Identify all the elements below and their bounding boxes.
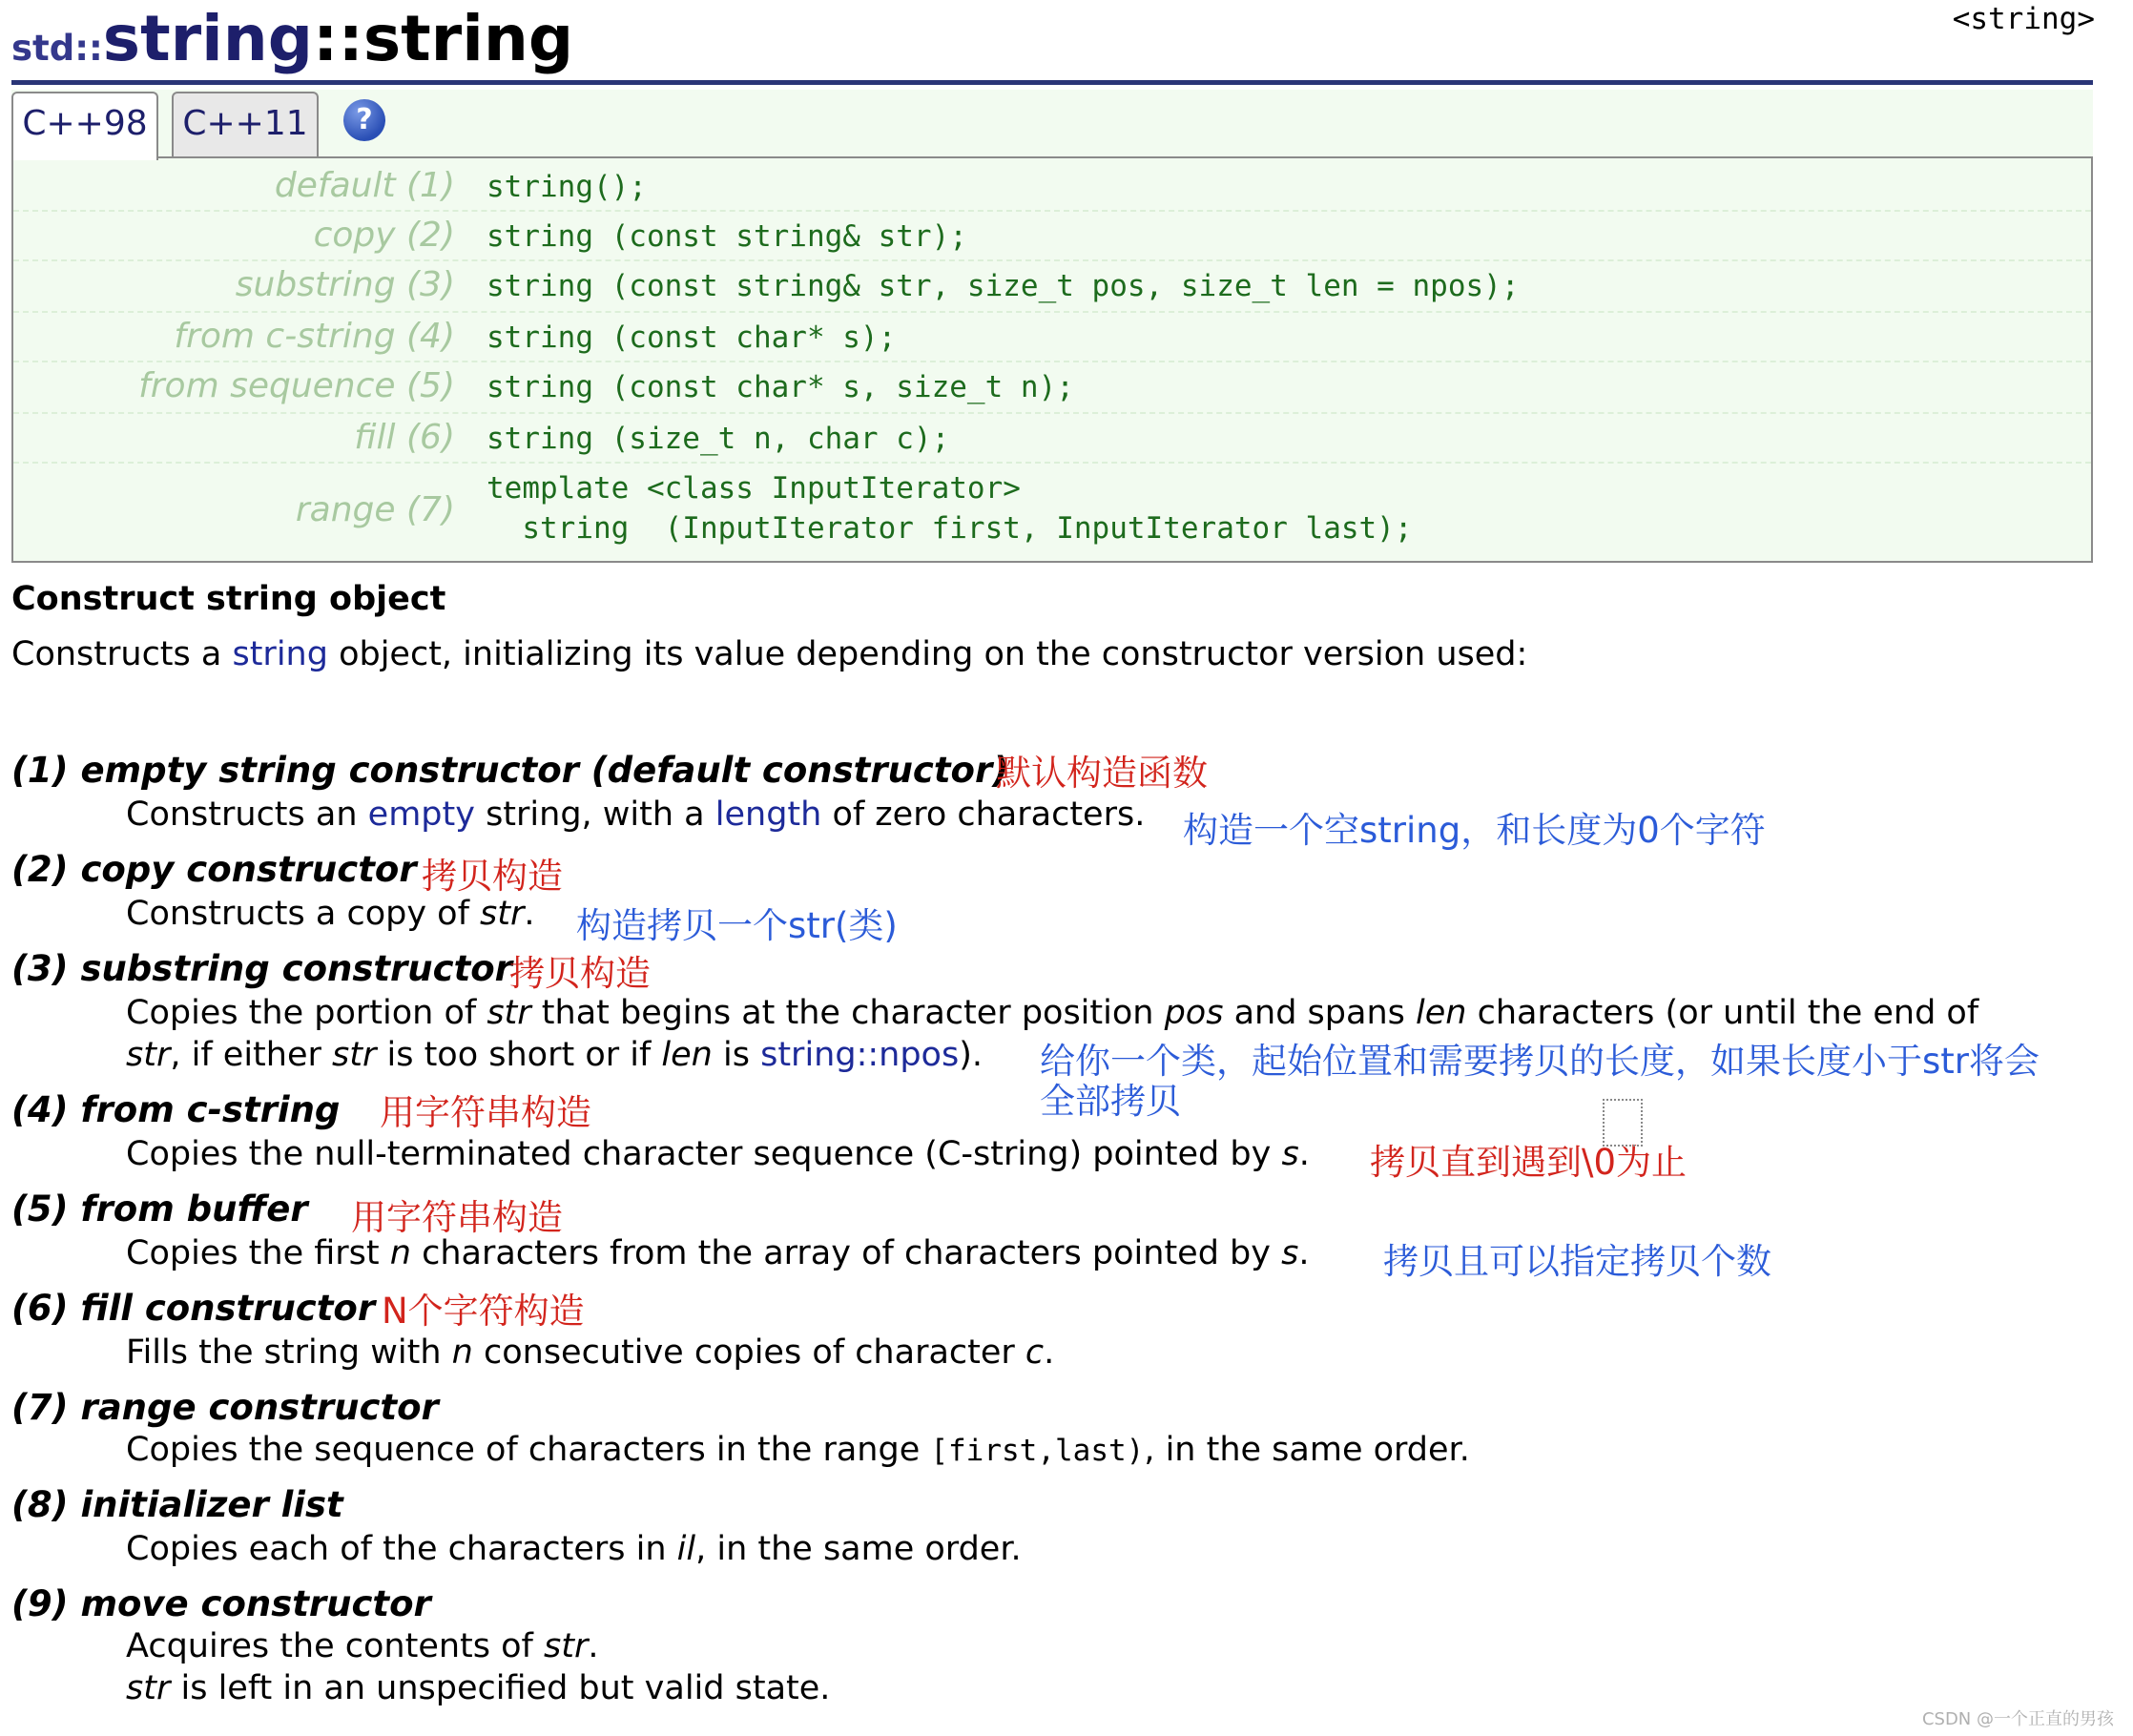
text: is too short or if [376, 1036, 662, 1074]
annotation-red-4b: 拷贝直到遇到\0为止 [1370, 1142, 1688, 1183]
item-body-3-line1 [126, 994, 1978, 1032]
text: of zero characters. [821, 796, 1146, 834]
text: n [389, 1234, 411, 1272]
text: c [1025, 1333, 1045, 1372]
prototype-code: string (const string& str, size_t pos, size_t len = npos); [487, 269, 1520, 303]
item-heading-6 [11, 1288, 375, 1329]
help-icon[interactable]: ? [343, 99, 385, 141]
code-text: [first,last) [930, 1434, 1145, 1468]
text: . [1298, 1135, 1310, 1173]
prototype-code: template <class InputIterator> [487, 471, 1021, 506]
heading-text: (6) fill constructor [11, 1288, 376, 1329]
text: str [480, 895, 525, 933]
function-name: string [362, 2, 574, 75]
text: Copies each of the characters in [126, 1530, 677, 1568]
annotation-red-3: 拷贝构造 [509, 953, 651, 994]
heading-text: (4) from c-string [11, 1089, 341, 1130]
prototype-row-default [13, 158, 2091, 212]
heading-text: (7) range constructor [11, 1387, 439, 1428]
text: str [126, 1036, 171, 1074]
prototype-label: from sequence (5) [138, 366, 455, 405]
item-heading-1 [11, 750, 1008, 791]
annotation-blue-3b: 全部拷贝 [1040, 1081, 1181, 1122]
item-body-5 [126, 1234, 1310, 1272]
item-heading-3 [11, 948, 512, 989]
prototype-row-copy [13, 210, 2091, 261]
text: is [712, 1036, 761, 1074]
text: . [524, 895, 535, 933]
item-heading-8 [11, 1484, 343, 1525]
annotation-red-2: 拷贝构造 [422, 856, 563, 897]
text: that begins at the character position [530, 994, 1165, 1032]
text: Constructs a copy of [126, 895, 481, 933]
heading-text: (1) empty string constructor (default constructor) [11, 750, 1009, 791]
text: str [126, 1669, 171, 1707]
item-body-9-line1 [126, 1627, 599, 1665]
heading-text: (5) from buffer [11, 1188, 308, 1230]
prototype-row-c-string [13, 311, 2091, 362]
item-heading-5 [11, 1188, 308, 1230]
prototype-row-range [13, 462, 2091, 561]
item-body-3-line2 [126, 1036, 983, 1074]
text: and spans [1223, 994, 1416, 1032]
empty-link[interactable]: empty [367, 796, 475, 834]
item-body-4 [126, 1135, 1310, 1173]
text: s [1281, 1135, 1299, 1173]
item-body-7 [126, 1431, 1470, 1469]
tab-cpp11[interactable]: C++11 [172, 92, 319, 156]
text-cursor-box [1603, 1099, 1643, 1147]
item-heading-7 [11, 1387, 439, 1428]
prototype-row-substring [13, 259, 2091, 313]
watermark: CSDN @一个正直的男孩 [1921, 1709, 2114, 1729]
item-body-8 [126, 1530, 1022, 1568]
tab-cpp98[interactable]: C++98 [11, 92, 158, 160]
length-link[interactable]: length [714, 796, 822, 834]
text: consecutive copies of character [472, 1333, 1025, 1372]
text: Copies the sequence of characters in the range [126, 1431, 931, 1469]
tab-bar [11, 90, 2093, 158]
text: , if either [170, 1036, 332, 1074]
title-divider [11, 80, 2093, 85]
prototype-table [11, 156, 2093, 563]
prototype-code: string (const char* s, size_t n); [487, 370, 1074, 404]
page-title [11, 2, 573, 75]
npos-link[interactable]: string::npos [760, 1036, 960, 1074]
heading-text: (8) initializer list [11, 1484, 343, 1525]
class-link[interactable]: string [102, 2, 314, 75]
text: string, with a [474, 796, 715, 834]
text: Copies the portion of [126, 994, 487, 1032]
annotation-blue-3: 给你一个类，起始位置和需要拷贝的长度，如果长度小于str将会 [1040, 1041, 2040, 1082]
text: s [1281, 1234, 1299, 1272]
text: str [487, 994, 531, 1032]
scope-separator: :: [313, 2, 363, 75]
text: is left in an unspecified but valid state. [170, 1669, 831, 1707]
text: il [676, 1530, 696, 1568]
annotation-red-5: 用字符串构造 [351, 1197, 563, 1238]
item-body-6 [126, 1333, 1054, 1372]
item-heading-4 [11, 1089, 340, 1130]
annotation-red-4: 用字符串构造 [380, 1092, 591, 1133]
prototype-row-fill [13, 412, 2091, 464]
prototype-code: string (InputIterator first, InputIterator last); [487, 511, 1413, 546]
item-body-2 [126, 895, 535, 933]
text: str [544, 1627, 589, 1665]
prototype-code: string(); [487, 170, 647, 204]
text: len [1416, 994, 1467, 1032]
text: len [661, 1036, 713, 1074]
annotation-blue-5: 拷贝且可以指定拷贝个数 [1383, 1241, 1771, 1282]
text: , in the same order. [1144, 1431, 1470, 1469]
prototype-code: string (const char* s); [487, 320, 897, 355]
section-description [11, 635, 1527, 673]
text: characters (or until the end of [1466, 994, 1979, 1032]
text: . [1044, 1333, 1055, 1372]
item-heading-2 [11, 849, 417, 890]
section-title: Construct string object [11, 580, 446, 618]
text: object, initializing its value depending on the constructor version used: [327, 635, 1528, 673]
namespace-link[interactable]: std:: [11, 28, 103, 69]
item-heading-9 [11, 1583, 431, 1624]
text: Fills the string with [126, 1333, 452, 1372]
text: Constructs an [126, 796, 368, 834]
prototype-label: range (7) [295, 490, 455, 529]
prototype-label: from c-string (4) [174, 317, 455, 356]
text: . [588, 1627, 599, 1665]
heading-text: (2) copy constructor [11, 849, 417, 890]
string-link[interactable]: string [232, 635, 328, 673]
text: ). [959, 1036, 983, 1074]
prototype-code: string (const string& str); [487, 219, 967, 254]
text: . [1298, 1234, 1310, 1272]
text: n [451, 1333, 473, 1372]
text: characters from the array of characters pointed by [410, 1234, 1282, 1272]
prototype-label: substring (3) [235, 265, 455, 304]
heading-text: (3) substring constructor [11, 948, 512, 989]
annotation-red-1: 默认构造函数 [996, 753, 1208, 794]
prototype-label: copy (2) [313, 216, 455, 255]
annotation-blue-2: 构造拷贝一个str(类) [576, 905, 898, 946]
text: Copies the first [126, 1234, 390, 1272]
header-library-link[interactable]: <string> [1952, 2, 2095, 36]
text: Copies the null-terminated character sequence (C-string) pointed by [126, 1135, 1282, 1173]
prototype-code: string (size_t n, char c); [487, 422, 950, 456]
annotation-red-6: N个字符构造 [382, 1291, 585, 1332]
text: pos [1164, 994, 1224, 1032]
text: , in the same order. [695, 1530, 1022, 1568]
prototype-label: fill (6) [354, 418, 455, 457]
heading-text: (9) move constructor [11, 1583, 431, 1624]
text: str [332, 1036, 377, 1074]
annotation-blue-1: 构造一个空string，和长度为0个字符 [1183, 810, 1766, 851]
text: Constructs a [11, 635, 233, 673]
prototype-label: default (1) [274, 166, 455, 205]
item-body-1 [126, 796, 1145, 834]
text: Acquires the contents of [126, 1627, 544, 1665]
prototype-row-sequence [13, 361, 2091, 414]
item-body-9-line2 [126, 1669, 830, 1707]
